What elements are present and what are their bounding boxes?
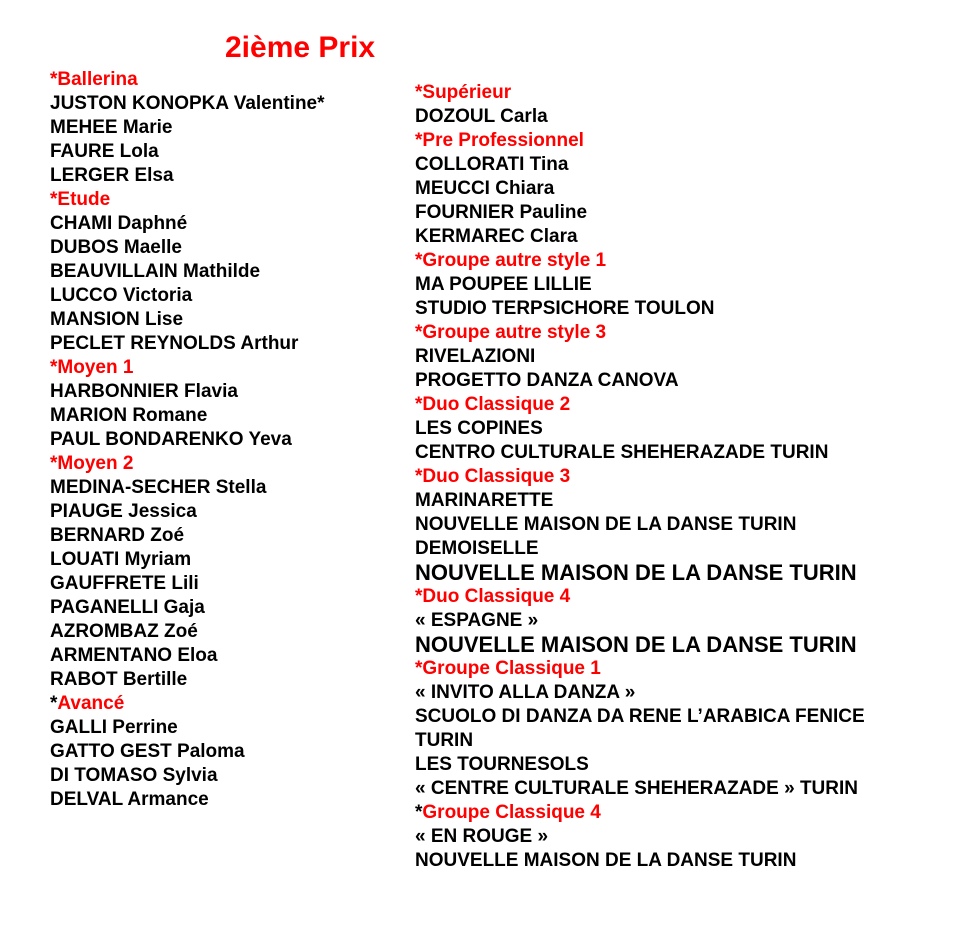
winner-entry: CENTRO CULTURALE SHEHERAZADE TURIN [415,442,829,463]
winner-entry: RIVELAZIONI [415,346,536,367]
winner-entry: GATTO GEST Paloma [50,741,245,762]
category-heading: *Ballerina [50,69,138,90]
winner-entry: « ESPAGNE » [415,610,539,631]
category-heading: *Moyen 2 [50,453,134,474]
winner-entry: FOURNIER Pauline [415,202,588,223]
winner-entry: DOZOUL Carla [415,106,548,127]
page-title: 2ième Prix [225,31,376,64]
winner-entry: « EN ROUGE » [415,826,549,847]
winner-entry: LES COPINES [415,418,543,439]
winner-entry: BEAUVILLAIN Mathilde [50,261,261,282]
winner-entry: CHAMI Daphné [50,213,188,234]
winner-entry: DI TOMASO Sylvia [50,765,218,786]
winner-entry: COLLORATI Tina [415,154,569,175]
winner-entry: « CENTRE CULTURALE SHEHERAZADE » TURIN [415,778,859,799]
asterisk-marker: * [50,693,58,714]
winner-entry: KERMAREC Clara [415,226,578,247]
winner-entry: STUDIO TERPSICHORE TOULON [415,298,715,319]
winner-entry: NOUVELLE MAISON DE LA DANSE TURIN [415,560,857,585]
winner-entry: « INVITO ALLA DANZA » [415,682,636,703]
winner-entry: MEUCCI Chiara [415,178,555,199]
category-heading: *Groupe autre style 1 [415,250,607,271]
winner-entry: ARMENTANO Eloa [50,645,218,666]
winner-entry: SCUOLO DI DANZA DA RENE L’ARABICA FENICE [415,706,865,727]
winner-entry: TURIN [415,730,474,751]
winner-entry: PIAUGE Jessica [50,501,197,522]
winner-entry: GALLI Perrine [50,717,178,738]
winner-entry: MANSION Lise [50,309,184,330]
winner-entry: PAUL BONDARENKO Yeva [50,429,292,450]
winner-entry: LUCCO Victoria [50,285,193,306]
winner-entry: NOUVELLE MAISON DE LA DANSE TURIN [415,632,857,657]
winner-entry: FAURE Lola [50,141,159,162]
right-column [415,81,865,873]
winner-entry: MARION Romane [50,405,208,426]
winner-entry: PROGETTO DANZA CANOVA [415,370,679,391]
winner-entry: GAUFFRETE Lili [50,573,199,594]
winner-entry: BERNARD Zoé [50,525,185,546]
category-heading [50,692,325,716]
winner-entry: PECLET REYNOLDS Arthur [50,333,299,354]
winner-entry: HARBONNIER Flavia [50,381,238,402]
category-heading: *Etude [50,189,111,210]
winner-entry: AZROMBAZ Zoé [50,621,198,642]
category-heading-label: Groupe Classique 4 [422,802,601,823]
winner-entry: NOUVELLE MAISON DE LA DANSE TURIN [415,514,797,535]
winner-entry: DUBOS Maelle [50,237,182,258]
category-heading: *Moyen 1 [50,357,134,378]
category-heading: *Groupe autre style 3 [415,322,607,343]
winner-entry: LOUATI Myriam [50,549,192,570]
winner-entry: JUSTON KONOPKA Valentine* [50,93,325,114]
winner-entry: RABOT Bertille [50,669,188,690]
asterisk-marker: * [415,802,423,823]
winner-entry: LERGER Elsa [50,165,174,186]
winner-entry: NOUVELLE MAISON DE LA DANSE TURIN [415,850,797,871]
category-heading: *Groupe Classique 1 [415,658,601,679]
category-heading: *Supérieur [415,82,512,103]
winner-entry: LES TOURNESOLS [415,754,589,775]
category-heading-label: Avancé [57,693,125,714]
category-heading: *Duo Classique 3 [415,466,571,487]
winner-entry: MA POUPEE LILLIE [415,274,592,295]
category-heading: *Duo Classique 4 [415,586,571,607]
winner-entry: DEMOISELLE [415,538,539,559]
winner-entry: MEHEE Marie [50,117,173,138]
category-heading: *Pre Professionnel [415,130,584,151]
category-heading [415,801,865,825]
left-column [50,68,325,812]
winner-entry: DELVAL Armance [50,789,209,810]
winner-entry: MARINARETTE [415,490,554,511]
category-heading: *Duo Classique 2 [415,394,571,415]
winner-entry: PAGANELLI Gaja [50,597,205,618]
winner-entry: MEDINA-SECHER Stella [50,477,267,498]
